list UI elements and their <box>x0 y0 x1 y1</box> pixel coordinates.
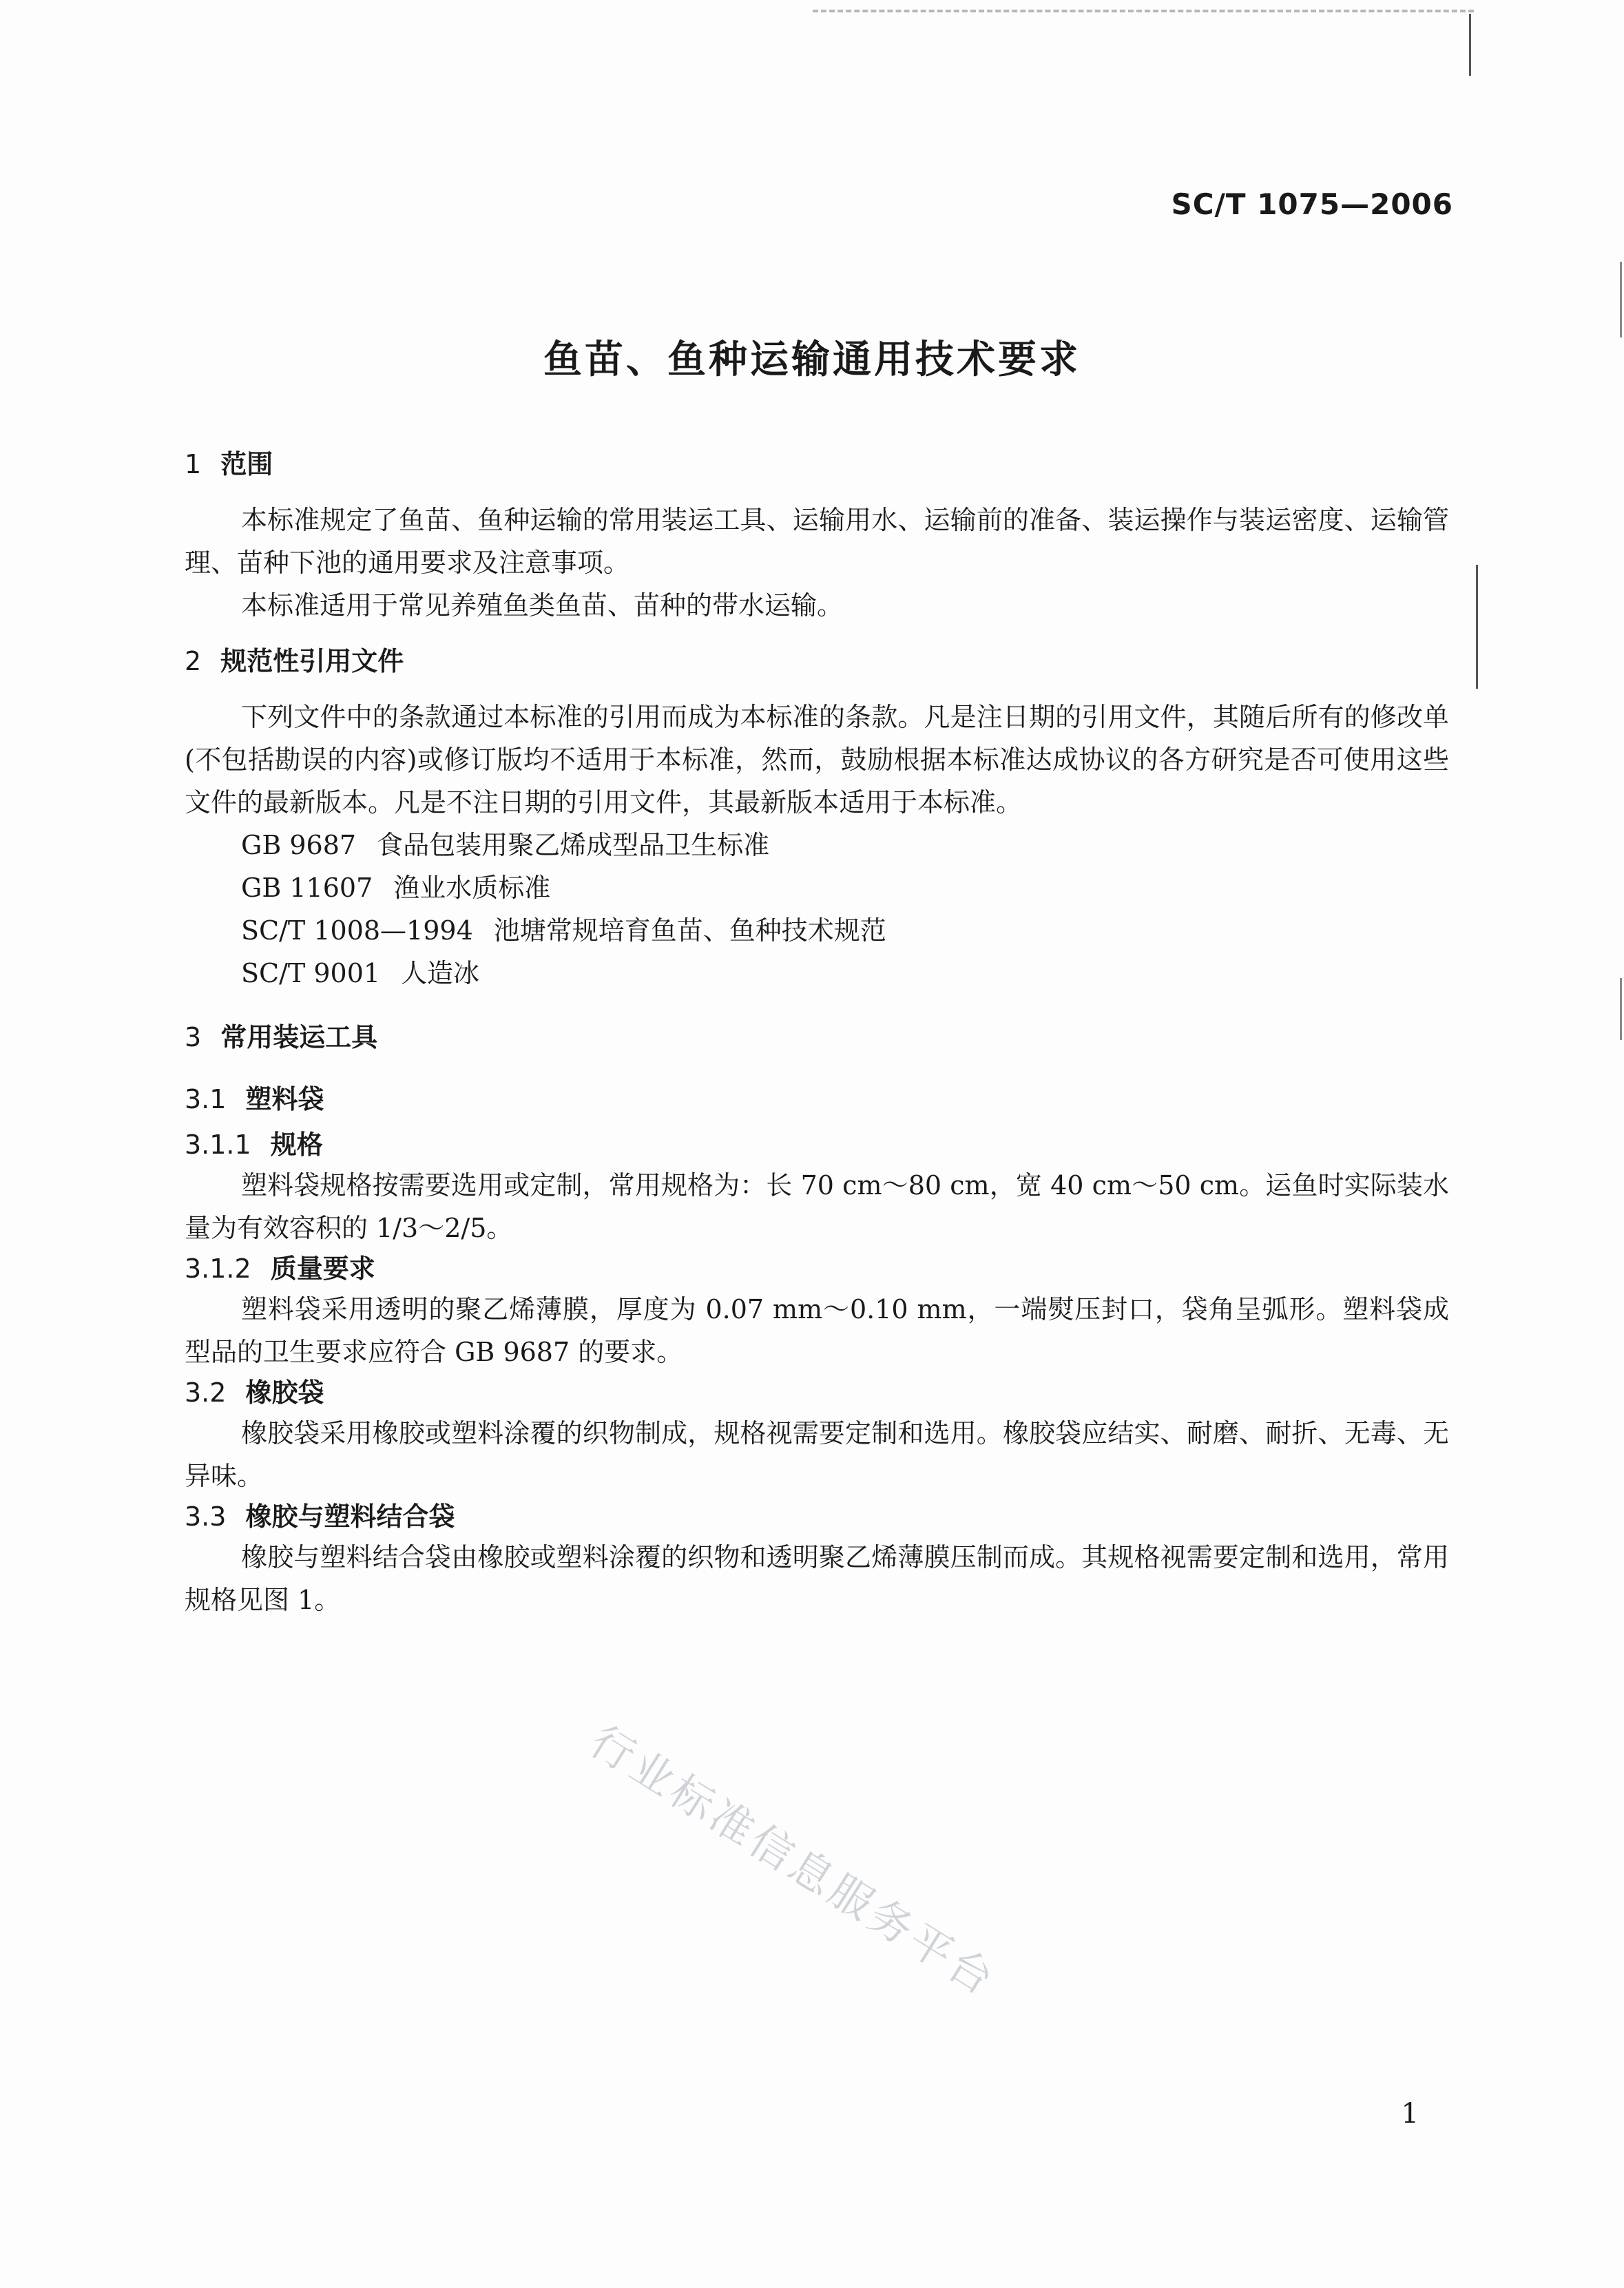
paragraph: 塑料袋规格按需要选用或定制，常用规格为：长 70 cm～80 cm，宽 40 cm～50 cm。运鱼时实际装水量为有效容积的 1/3～2/5。 <box>185 1170 1449 1243</box>
section-number: 3.3 <box>185 1501 227 1532</box>
section-title: 范围 <box>220 449 273 479</box>
section-number: 3 <box>185 1022 202 1052</box>
scan-artifact-top <box>813 0 1474 12</box>
paragraph: 橡胶袋采用橡胶或塑料涂覆的织物制成，规格视需要定制和选用。橡胶袋应结实、耐磨、耐折、无毒、无异味。 <box>185 1418 1449 1491</box>
reference-item <box>185 952 1449 995</box>
scan-artifact-line <box>1620 978 1622 1040</box>
section-number: 3.1 <box>185 1084 227 1114</box>
section-title: 塑料袋 <box>245 1084 324 1114</box>
watermark-text: 行业标准信息服务平台 <box>581 1716 1006 2007</box>
section-number: 2 <box>185 646 202 676</box>
section-number: 3.1.2 <box>185 1254 251 1284</box>
reference-item <box>185 824 1449 866</box>
paragraph: 本标准适用于常见养殖鱼类鱼苗、苗种的带水运输。 <box>241 590 844 621</box>
section-title: 常用装运工具 <box>220 1022 378 1052</box>
section-number: 3.1.1 <box>185 1130 251 1160</box>
reference-item <box>185 866 1449 909</box>
section-heading <box>185 445 1449 483</box>
section-title: 质量要求 <box>270 1254 375 1284</box>
reference-name: 食品包装用聚乙烯成型品卫生标准 <box>377 830 770 860</box>
section-title: 规格 <box>270 1130 323 1160</box>
paragraph: 下列文件中的条款通过本标准的引用而成为本标准的条款。凡是注日期的引用文件，其随后所有的修改单(不包括勘误的内容)或修订版均不适用于本标准，然而，鼓励根据本标准达成协议的各方研究是否可使用这些文件的最新版本。凡是不注日期的引用文件，其最新版本适用于本标准。 <box>185 702 1449 818</box>
reference-name: 池塘常规培育鱼苗、鱼种技术规范 <box>493 915 886 946</box>
reference-code: SC/T 9001 <box>241 958 381 988</box>
page-number: 1 <box>1401 2098 1419 2130</box>
section-title: 规范性引用文件 <box>220 646 404 676</box>
section-title: 橡胶与塑料结合袋 <box>245 1501 455 1532</box>
section-heading <box>185 642 1449 680</box>
subsection-heading <box>185 1125 1449 1164</box>
paragraph: 本标准规定了鱼苗、鱼种运输的常用装运工具、运输用水、运输前的准备、装运操作与装运密度、运输管理、苗种下池的通用要求及注意事项。 <box>185 505 1449 578</box>
section-title: 橡胶袋 <box>245 1377 324 1408</box>
paragraph: 橡胶与塑料结合袋由橡胶或塑料涂覆的织物和透明聚乙烯薄膜压制而成。其规格视需要定制和选用，常用规格见图 1。 <box>185 1542 1449 1615</box>
section-number: 1 <box>185 449 202 479</box>
scan-artifact-line <box>1476 565 1478 689</box>
reference-item <box>185 909 1449 952</box>
reference-name: 人造冰 <box>401 958 480 988</box>
subsection-heading <box>185 1080 1449 1119</box>
reference-code: GB 11607 <box>241 873 373 903</box>
scan-artifact-line <box>1620 262 1622 337</box>
document-code: SC/T 1075—2006 <box>1171 187 1453 221</box>
subsection-heading <box>185 1373 1449 1412</box>
document-body <box>185 445 1449 1621</box>
paragraph: 塑料袋采用透明的聚乙烯薄膜，厚度为 0.07 mm～0.10 mm，一端熨压封口，袋角呈弧形。塑料袋成型品的卫生要求应符合 GB 9687 的要求。 <box>185 1294 1449 1367</box>
subsection-heading <box>185 1249 1449 1288</box>
reference-name: 渔业水质标准 <box>393 873 551 903</box>
reference-code: SC/T 1008—1994 <box>241 915 473 946</box>
section-heading <box>185 1018 1449 1057</box>
section-number: 3.2 <box>185 1377 227 1408</box>
document-title: 鱼苗、鱼种运输通用技术要求 <box>543 337 1081 382</box>
scan-artifact-line <box>1469 14 1471 76</box>
reference-code: GB 9687 <box>241 830 357 860</box>
subsection-heading <box>185 1497 1449 1536</box>
